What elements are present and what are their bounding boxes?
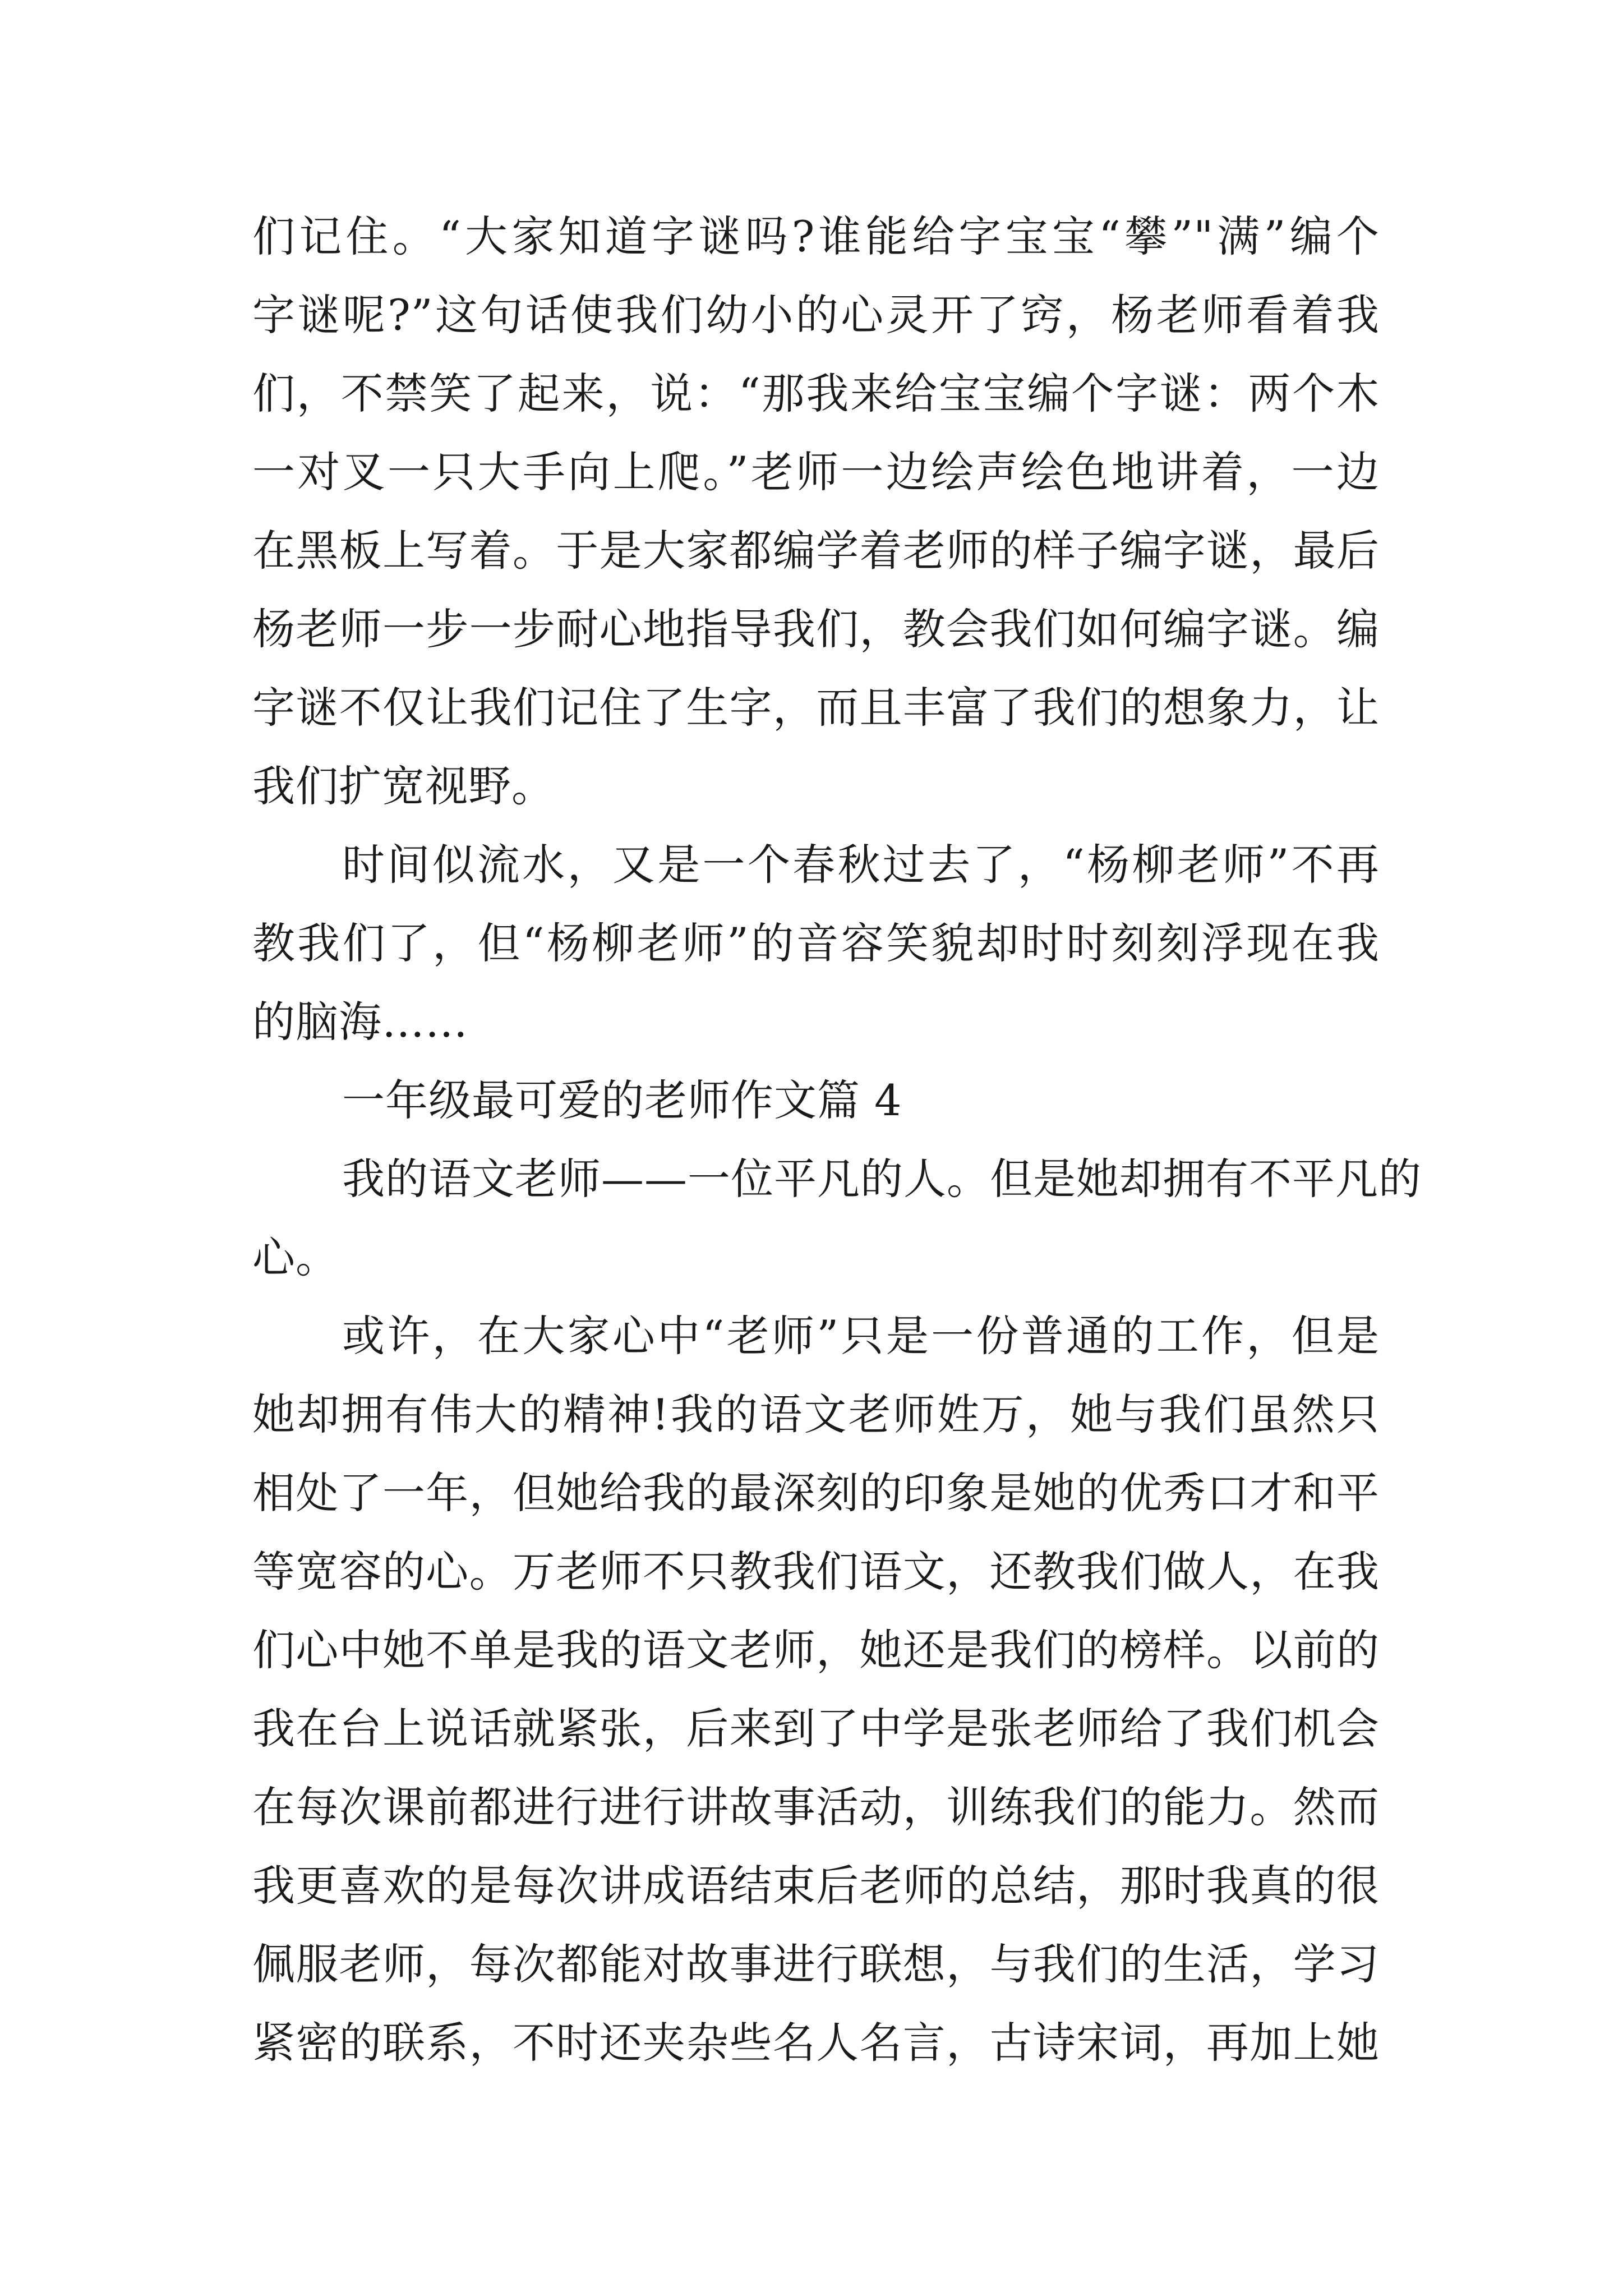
text-line: 们，不禁笑了起来，说：“那我来给宝宝编个字谜：两个木 <box>252 369 1380 418</box>
text-line: 我在台上说话就紧张，后来到了中学是张老师给了我们机会 <box>252 1704 1380 1754</box>
text-line: 在黑板上写着。于是大家都编学着老师的样子编字谜，最后 <box>252 526 1380 576</box>
text-line: 佩服老师，每次都能对故事进行联想，与我们的生活，学习 <box>252 1939 1380 1989</box>
document-body <box>252 197 1422 2082</box>
text-line: 字谜不仅让我们记住了生字，而且丰富了我们的想象力，让 <box>252 683 1380 733</box>
text-line: 们记住。“大家知道字谜吗?谁能给字宝宝“攀”"满”编个 <box>252 211 1380 261</box>
text-line: 的脑海…… <box>252 997 468 1047</box>
text-line: 时间似流水，又是一个春秋过去了，“杨柳老师”不再 <box>342 840 1380 890</box>
text-line: 一对叉一只大手向上爬。”老师一边绘声绘色地讲着，一边 <box>252 447 1380 497</box>
text-line: 杨老师一步一步耐心地指导我们，教会我们如何编字谜。编 <box>252 604 1380 654</box>
text-line: 我们扩宽视野。 <box>252 761 555 811</box>
text-line: 教我们了，但“杨柳老师”的音容笑貌却时时刻刻浮现在我 <box>252 918 1380 968</box>
text-line: 或许，在大家心中“老师”只是一份普通的工作，但是 <box>342 1311 1380 1361</box>
text-line: 等宽容的心。万老师不只教我们语文，还教我们做人，在我 <box>252 1547 1380 1596</box>
text-line: 们心中她不单是我的语文老师，她还是我们的榜样。以前的 <box>252 1625 1380 1675</box>
text-line: 相处了一年，但她给我的最深刻的印象是她的优秀口才和平 <box>252 1468 1380 1518</box>
text-line: 她却拥有伟大的精神!我的语文老师姓万，她与我们虽然只 <box>252 1389 1380 1439</box>
section-heading: 一年级最可爱的老师作文篇 4 <box>342 1075 902 1125</box>
text-line: 在每次课前都进行进行讲故事活动，训练我们的能力。然而 <box>252 1782 1380 1832</box>
text-line: 字谜呢?”这句话使我们幼小的心灵开了窍，杨老师看着我 <box>252 290 1380 340</box>
text-line: 紧密的联系，不时还夹杂些名人名言，古诗宋词，再加上她 <box>252 2018 1380 2068</box>
text-line: 我的语文老师——一位平凡的人。但是她却拥有不平凡的 <box>342 1154 1422 1204</box>
text-line: 我更喜欢的是每次讲成语结束后老师的总结，那时我真的很 <box>252 1861 1380 1911</box>
text-line: 心。 <box>252 1232 339 1282</box>
